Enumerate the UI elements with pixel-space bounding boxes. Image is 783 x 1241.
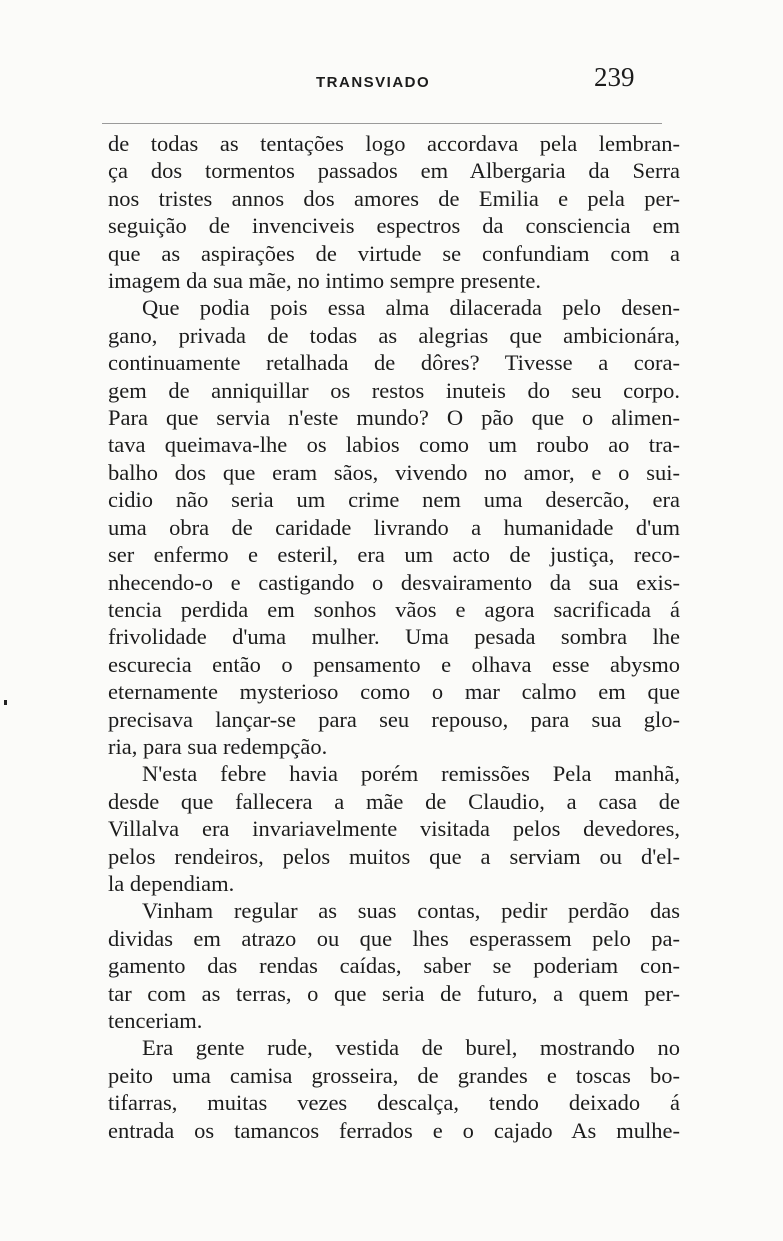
text-line: desde que fallecera a mãe de Claudio, a casa de xyxy=(108,788,680,814)
text-line: gem de anniquillar os restos inuteis do seu corpo. xyxy=(108,377,680,403)
paragraph-start: Que podia pois essa alma dilacerada pelo desen- xyxy=(142,295,680,321)
body-text xyxy=(108,130,688,1144)
text-line: ça dos tormentos passados em Albergaria da Serra xyxy=(108,158,680,184)
paragraph-start: N'esta febre havia porém remissões Pela manhã, xyxy=(142,761,680,787)
text-line: ser enfermo e esteril, era um acto de justiça, reco- xyxy=(108,542,680,568)
text-line: tava queimava-lhe os labios como um roubo ao tra- xyxy=(108,432,680,458)
paragraph-start: Era gente rude, vestida de burel, mostrando no xyxy=(142,1035,680,1061)
text-line: tencia perdida em sonhos vãos e agora sacrificada á xyxy=(108,596,680,622)
text-line: de todas as tentações logo accordava pela lembran- xyxy=(108,131,680,156)
text-line: tar com as terras, o que seria de futuro, a quem per- xyxy=(108,980,680,1006)
text-line: ria, para sua redempção. xyxy=(108,733,328,759)
scan-speck xyxy=(4,700,7,705)
text-line: uma obra de caridade livrando a humanidade d'um xyxy=(108,514,680,540)
text-line: seguição de invenciveis espectros da consciencia em xyxy=(108,213,680,239)
text-line: gano, privada de todas as alegrias que ambicionára, xyxy=(108,322,680,348)
text-line: Villalva era invariavelmente visitada pelos devedores, xyxy=(108,816,680,842)
header-rule xyxy=(102,123,662,124)
text-line: continuamente retalhada de dôres? Tivesse a cora- xyxy=(108,350,680,376)
text-line: frivolidade d'uma mulher. Uma pesada sombra lhe xyxy=(108,624,680,650)
text-line: pelos rendeiros, pelos muitos que a serviam ou d'el- xyxy=(108,843,680,869)
text-line: peito uma camisa grosseira, de grandes e toscas bo- xyxy=(108,1062,680,1088)
text-line: eternamente mysterioso como o mar calmo em que xyxy=(108,679,680,705)
text-line: escurecia então o pensamento e olhava esse abysmo xyxy=(108,651,680,677)
text-line: balho dos que eram sãos, vivendo no amor, e o sui- xyxy=(108,459,680,485)
text-line: dividas em atrazo ou que lhes esperassem pelo pa- xyxy=(108,925,680,951)
text-line: imagem da sua mãe, no intimo sempre presente. xyxy=(108,268,541,294)
running-title: TRANSVIADO xyxy=(316,74,431,91)
text-line: gamento das rendas caídas, saber se poderiam con- xyxy=(108,953,680,979)
text-line: que as aspirações de virtude se confundiam com a xyxy=(108,240,680,266)
text-line: la dependiam. xyxy=(108,870,235,896)
running-header xyxy=(0,62,783,96)
text-line: nos tristes annos dos amores de Emilia e pela per- xyxy=(108,185,680,211)
page-number: 239 xyxy=(594,62,635,92)
text-line: Para que servia n'este mundo? O pão que o alimen- xyxy=(108,405,680,431)
text-line: tenceriam. xyxy=(108,1008,203,1033)
paragraph-start: Vinham regular as suas contas, pedir perdão das xyxy=(142,898,680,924)
text-line: nhecendo-o e castigando o desvairamento da sua exis- xyxy=(108,569,680,595)
text-line: tifarras, muitas vezes descalça, tendo deixado á xyxy=(108,1090,680,1116)
text-line: entrada os tamancos ferrados e o cajado As mulhe- xyxy=(108,1117,680,1143)
text-line: cidio não seria um crime nem uma desercão, era xyxy=(108,487,680,513)
text-line: precisava lançar-se para seu repouso, para sua glo- xyxy=(108,706,680,732)
